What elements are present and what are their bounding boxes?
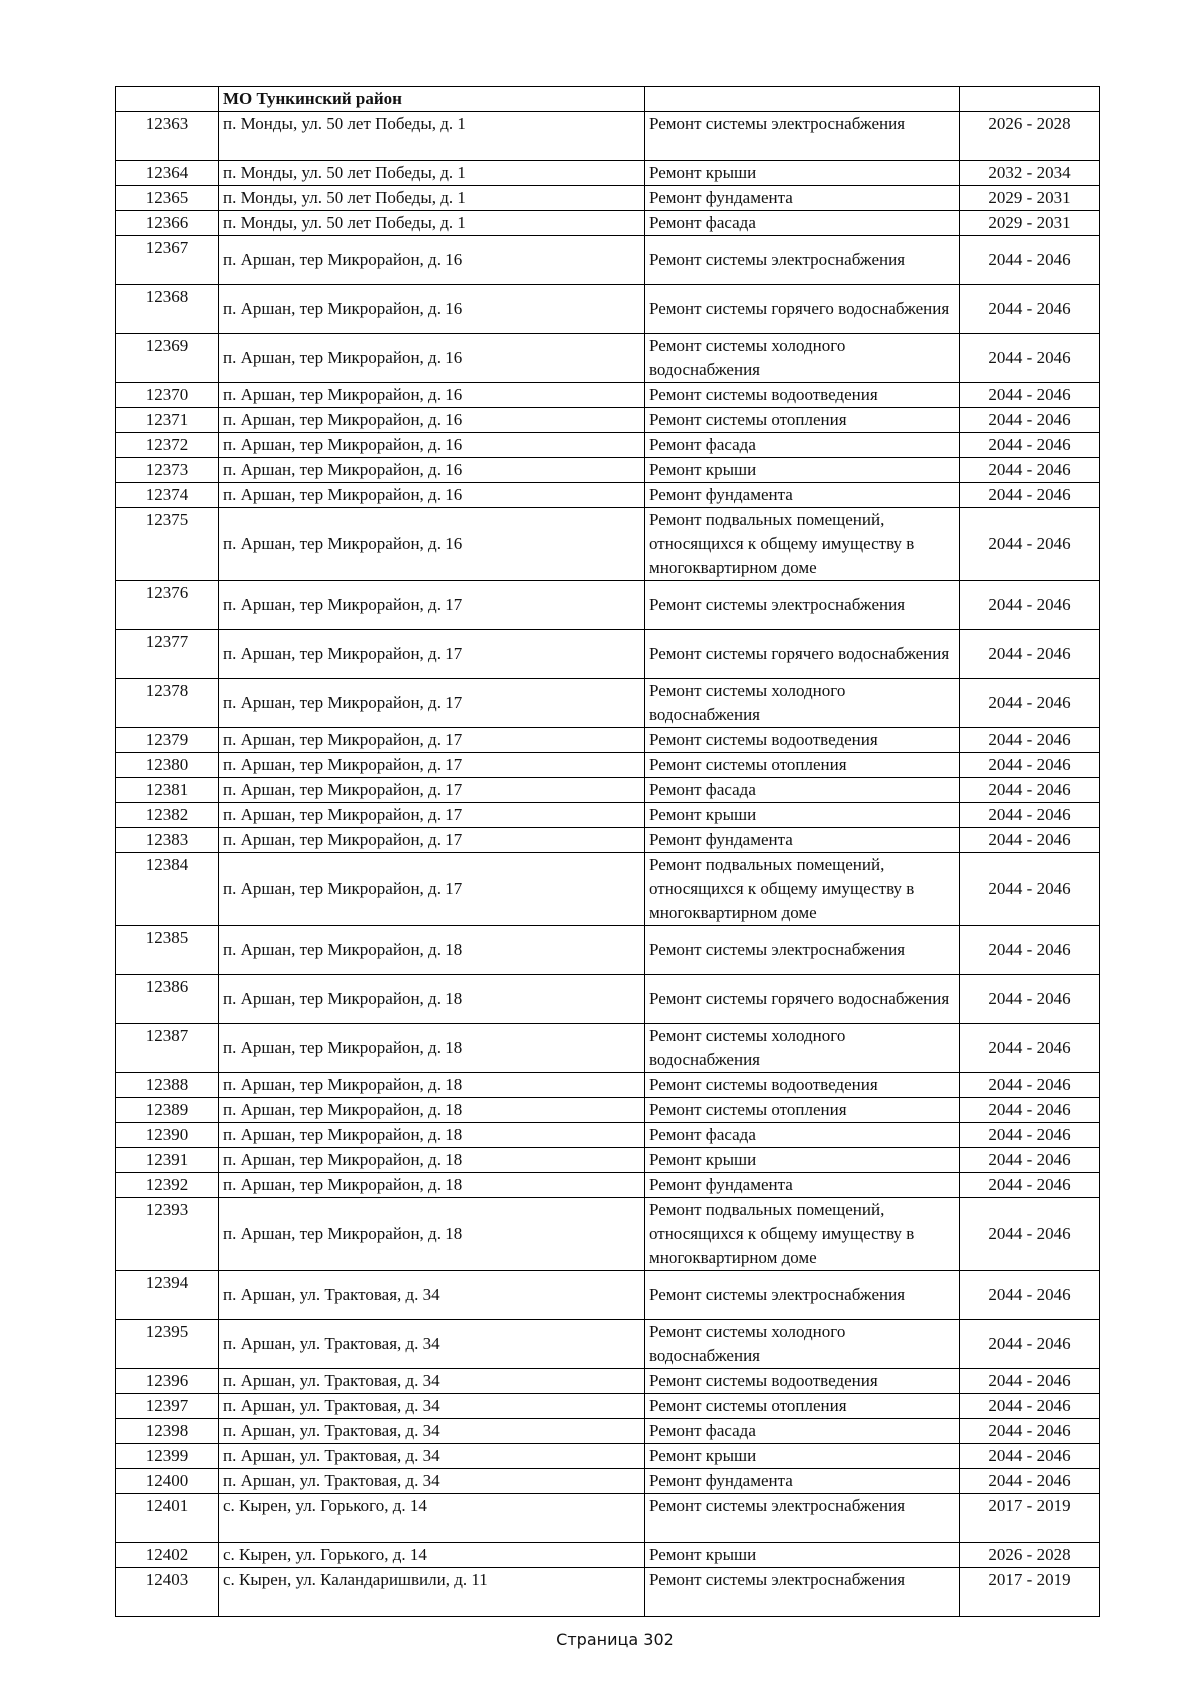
row-work-type: Ремонт системы водоотведения (645, 1073, 960, 1098)
row-number: 12367 (116, 236, 219, 285)
row-period: 2044 - 2046 (960, 1271, 1100, 1320)
row-period: 2044 - 2046 (960, 1444, 1100, 1469)
row-work-type: Ремонт системы отопления (645, 753, 960, 778)
row-period: 2026 - 2028 (960, 1543, 1100, 1568)
table-row (116, 1320, 1100, 1369)
row-work-type: Ремонт системы холодного водоснабжения (645, 334, 960, 383)
table-row (116, 508, 1100, 581)
row-work-type: Ремонт системы электроснабжения (645, 1494, 960, 1543)
table-row (116, 1198, 1100, 1271)
row-period: 2044 - 2046 (960, 285, 1100, 334)
row-period: 2044 - 2046 (960, 334, 1100, 383)
table-row (116, 853, 1100, 926)
row-work-type: Ремонт системы водоотведения (645, 728, 960, 753)
row-number: 12370 (116, 383, 219, 408)
table-row (116, 186, 1100, 211)
row-address: п. Аршан, ул. Трактовая, д. 34 (219, 1469, 645, 1494)
row-period: 2044 - 2046 (960, 1320, 1100, 1369)
row-address: п. Аршан, тер Микрорайон, д. 17 (219, 728, 645, 753)
row-period: 2044 - 2046 (960, 1148, 1100, 1173)
row-address: п. Аршан, тер Микрорайон, д. 17 (219, 853, 645, 926)
page-number: Страница 302 (556, 1630, 674, 1649)
row-number: 12392 (116, 1173, 219, 1198)
table-row (116, 581, 1100, 630)
row-address: п. Аршан, тер Микрорайон, д. 18 (219, 975, 645, 1024)
row-period: 2044 - 2046 (960, 458, 1100, 483)
row-period: 2026 - 2028 (960, 112, 1100, 161)
row-address: п. Монды, ул. 50 лет Победы, д. 1 (219, 211, 645, 236)
row-period: 2044 - 2046 (960, 1123, 1100, 1148)
row-work-type: Ремонт подвальных помещений, относящихся к общему имуществу в многоквартирном доме (645, 508, 960, 581)
row-period: 2044 - 2046 (960, 433, 1100, 458)
row-work-type: Ремонт фасада (645, 211, 960, 236)
table-row (116, 211, 1100, 236)
table-row (116, 679, 1100, 728)
table-row (116, 728, 1100, 753)
row-address: п. Аршан, ул. Трактовая, д. 34 (219, 1271, 645, 1320)
row-number: 12399 (116, 1444, 219, 1469)
row-address: п. Аршан, тер Микрорайон, д. 16 (219, 334, 645, 383)
row-number: 12390 (116, 1123, 219, 1148)
row-work-type: Ремонт фасада (645, 778, 960, 803)
row-work-type: Ремонт системы электроснабжения (645, 1271, 960, 1320)
row-address: п. Аршан, тер Микрорайон, д. 16 (219, 458, 645, 483)
row-work-type: Ремонт системы электроснабжения (645, 581, 960, 630)
table-row (116, 1543, 1100, 1568)
table-row (116, 161, 1100, 186)
row-period: 2029 - 2031 (960, 186, 1100, 211)
row-address: с. Кырен, ул. Каландаришвили, д. 11 (219, 1568, 645, 1617)
row-work-type: Ремонт системы отопления (645, 408, 960, 433)
row-number: 12393 (116, 1198, 219, 1271)
row-address: п. Аршан, тер Микрорайон, д. 18 (219, 1173, 645, 1198)
row-period: 2044 - 2046 (960, 383, 1100, 408)
row-period: 2044 - 2046 (960, 853, 1100, 926)
row-address: п. Аршан, тер Микрорайон, д. 18 (219, 1198, 645, 1271)
row-address: п. Аршан, ул. Трактовая, д. 34 (219, 1419, 645, 1444)
table-row (116, 926, 1100, 975)
header-blank-num (116, 87, 219, 112)
row-period: 2044 - 2046 (960, 630, 1100, 679)
row-address: п. Аршан, ул. Трактовая, д. 34 (219, 1369, 645, 1394)
row-number: 12381 (116, 778, 219, 803)
row-period: 2044 - 2046 (960, 778, 1100, 803)
table-row (116, 1369, 1100, 1394)
row-number: 12396 (116, 1369, 219, 1394)
row-address: п. Аршан, ул. Трактовая, д. 34 (219, 1444, 645, 1469)
table-row (116, 236, 1100, 285)
row-period: 2044 - 2046 (960, 828, 1100, 853)
table-row (116, 112, 1100, 161)
table-row (116, 458, 1100, 483)
row-number: 12378 (116, 679, 219, 728)
row-number: 12373 (116, 458, 219, 483)
table-body (116, 87, 1100, 1617)
row-period: 2017 - 2019 (960, 1494, 1100, 1543)
table-row (116, 1024, 1100, 1073)
row-period: 2044 - 2046 (960, 1073, 1100, 1098)
row-address: п. Аршан, тер Микрорайон, д. 16 (219, 285, 645, 334)
row-work-type: Ремонт системы холодного водоснабжения (645, 1320, 960, 1369)
table-row (116, 1494, 1100, 1543)
row-work-type: Ремонт системы водоотведения (645, 1369, 960, 1394)
row-address: п. Аршан, тер Микрорайон, д. 16 (219, 236, 645, 285)
row-address: п. Аршан, тер Микрорайон, д. 16 (219, 433, 645, 458)
district-header-row (116, 87, 1100, 112)
table-row (116, 483, 1100, 508)
row-number: 12395 (116, 1320, 219, 1369)
district-name: МО Тункинский район (219, 87, 645, 112)
row-address: п. Аршан, тер Микрорайон, д. 17 (219, 803, 645, 828)
row-work-type: Ремонт системы водоотведения (645, 383, 960, 408)
row-address: с. Кырен, ул. Горького, д. 14 (219, 1543, 645, 1568)
row-number: 12363 (116, 112, 219, 161)
row-address: п. Аршан, тер Микрорайон, д. 18 (219, 926, 645, 975)
row-number: 12372 (116, 433, 219, 458)
row-number: 12369 (116, 334, 219, 383)
table-row (116, 433, 1100, 458)
table-row (116, 1419, 1100, 1444)
row-address: п. Аршан, ул. Трактовая, д. 34 (219, 1394, 645, 1419)
row-work-type: Ремонт системы холодного водоснабжения (645, 1024, 960, 1073)
row-address: п. Аршан, тер Микрорайон, д. 16 (219, 483, 645, 508)
table-row (116, 408, 1100, 433)
row-work-type: Ремонт системы горячего водоснабжения (645, 630, 960, 679)
row-number: 12389 (116, 1098, 219, 1123)
row-period: 2044 - 2046 (960, 803, 1100, 828)
row-number: 12391 (116, 1148, 219, 1173)
row-address: п. Аршан, тер Микрорайон, д. 17 (219, 828, 645, 853)
row-number: 12366 (116, 211, 219, 236)
row-number: 12400 (116, 1469, 219, 1494)
row-period: 2044 - 2046 (960, 728, 1100, 753)
row-work-type: Ремонт фундамента (645, 1173, 960, 1198)
row-work-type: Ремонт крыши (645, 458, 960, 483)
table-row (116, 753, 1100, 778)
row-number: 12388 (116, 1073, 219, 1098)
row-number: 12374 (116, 483, 219, 508)
row-work-type: Ремонт фундамента (645, 483, 960, 508)
row-number: 12397 (116, 1394, 219, 1419)
row-number: 12377 (116, 630, 219, 679)
row-number: 12380 (116, 753, 219, 778)
row-period: 2044 - 2046 (960, 1098, 1100, 1123)
row-period: 2044 - 2046 (960, 1173, 1100, 1198)
row-address: п. Аршан, тер Микрорайон, д. 17 (219, 679, 645, 728)
table-row (116, 803, 1100, 828)
table-row (116, 1173, 1100, 1198)
row-address: п. Аршан, тер Микрорайон, д. 18 (219, 1098, 645, 1123)
row-period: 2032 - 2034 (960, 161, 1100, 186)
row-number: 12385 (116, 926, 219, 975)
capital-repair-table (115, 86, 1100, 1617)
row-work-type: Ремонт системы электроснабжения (645, 236, 960, 285)
row-work-type: Ремонт фундамента (645, 186, 960, 211)
table-row (116, 1073, 1100, 1098)
row-address: п. Аршан, тер Микрорайон, д. 16 (219, 383, 645, 408)
row-number: 12386 (116, 975, 219, 1024)
row-work-type: Ремонт фундамента (645, 828, 960, 853)
row-work-type: Ремонт крыши (645, 803, 960, 828)
table-row (116, 1271, 1100, 1320)
row-work-type: Ремонт системы электроснабжения (645, 926, 960, 975)
row-period: 2044 - 2046 (960, 1419, 1100, 1444)
row-period: 2044 - 2046 (960, 581, 1100, 630)
table-row (116, 1098, 1100, 1123)
row-number: 12387 (116, 1024, 219, 1073)
row-number: 12368 (116, 285, 219, 334)
table-row (116, 1568, 1100, 1617)
row-period: 2044 - 2046 (960, 1198, 1100, 1271)
row-number: 12398 (116, 1419, 219, 1444)
row-address: п. Аршан, тер Микрорайон, д. 16 (219, 408, 645, 433)
row-work-type: Ремонт крыши (645, 1543, 960, 1568)
row-address: п. Аршан, тер Микрорайон, д. 17 (219, 581, 645, 630)
row-work-type: Ремонт системы отопления (645, 1394, 960, 1419)
row-work-type: Ремонт системы электроснабжения (645, 1568, 960, 1617)
row-address: п. Аршан, тер Микрорайон, д. 18 (219, 1148, 645, 1173)
row-address: п. Аршан, тер Микрорайон, д. 17 (219, 778, 645, 803)
table-row (116, 285, 1100, 334)
row-period: 2017 - 2019 (960, 1568, 1100, 1617)
row-number: 12375 (116, 508, 219, 581)
row-number: 12364 (116, 161, 219, 186)
row-number: 12379 (116, 728, 219, 753)
row-address: п. Аршан, тер Микрорайон, д. 17 (219, 753, 645, 778)
row-address: п. Монды, ул. 50 лет Победы, д. 1 (219, 112, 645, 161)
row-address: п. Аршан, тер Микрорайон, д. 16 (219, 508, 645, 581)
row-number: 12394 (116, 1271, 219, 1320)
row-period: 2044 - 2046 (960, 679, 1100, 728)
row-address: п. Монды, ул. 50 лет Победы, д. 1 (219, 186, 645, 211)
table-row (116, 1444, 1100, 1469)
row-work-type: Ремонт системы горячего водоснабжения (645, 285, 960, 334)
row-period: 2044 - 2046 (960, 1369, 1100, 1394)
row-address: п. Аршан, тер Микрорайон, д. 18 (219, 1073, 645, 1098)
row-work-type: Ремонт подвальных помещений, относящихся к общему имуществу в многоквартирном доме (645, 1198, 960, 1271)
table-row (116, 1394, 1100, 1419)
table-row (116, 1148, 1100, 1173)
row-work-type: Ремонт фасада (645, 1123, 960, 1148)
row-address: п. Аршан, тер Микрорайон, д. 18 (219, 1024, 645, 1073)
row-work-type: Ремонт фасада (645, 433, 960, 458)
row-work-type: Ремонт системы электроснабжения (645, 112, 960, 161)
row-number: 12402 (116, 1543, 219, 1568)
table-row (116, 630, 1100, 679)
row-number: 12384 (116, 853, 219, 926)
row-period: 2029 - 2031 (960, 211, 1100, 236)
row-period: 2044 - 2046 (960, 926, 1100, 975)
header-blank-work (645, 87, 960, 112)
row-period: 2044 - 2046 (960, 753, 1100, 778)
row-period: 2044 - 2046 (960, 236, 1100, 285)
row-period: 2044 - 2046 (960, 1394, 1100, 1419)
row-address: с. Кырен, ул. Горького, д. 14 (219, 1494, 645, 1543)
table-row (116, 334, 1100, 383)
table-row (116, 828, 1100, 853)
row-address: п. Аршан, ул. Трактовая, д. 34 (219, 1320, 645, 1369)
table-row (116, 383, 1100, 408)
row-work-type: Ремонт крыши (645, 1148, 960, 1173)
row-work-type: Ремонт крыши (645, 161, 960, 186)
row-number: 12382 (116, 803, 219, 828)
row-address: п. Аршан, тер Микрорайон, д. 17 (219, 630, 645, 679)
row-number: 12401 (116, 1494, 219, 1543)
row-period: 2044 - 2046 (960, 1469, 1100, 1494)
row-number: 12376 (116, 581, 219, 630)
row-period: 2044 - 2046 (960, 483, 1100, 508)
table-row (116, 1469, 1100, 1494)
row-work-type: Ремонт системы горячего водоснабжения (645, 975, 960, 1024)
table-row (116, 778, 1100, 803)
row-work-type: Ремонт фундамента (645, 1469, 960, 1494)
row-address: п. Аршан, тер Микрорайон, д. 18 (219, 1123, 645, 1148)
row-number: 12383 (116, 828, 219, 853)
row-number: 12371 (116, 408, 219, 433)
header-blank-period (960, 87, 1100, 112)
row-number: 12403 (116, 1568, 219, 1617)
table-row (116, 975, 1100, 1024)
row-work-type: Ремонт фасада (645, 1419, 960, 1444)
row-address: п. Монды, ул. 50 лет Победы, д. 1 (219, 161, 645, 186)
row-period: 2044 - 2046 (960, 408, 1100, 433)
row-work-type: Ремонт системы холодного водоснабжения (645, 679, 960, 728)
row-work-type: Ремонт системы отопления (645, 1098, 960, 1123)
row-work-type: Ремонт крыши (645, 1444, 960, 1469)
row-period: 2044 - 2046 (960, 508, 1100, 581)
row-period: 2044 - 2046 (960, 1024, 1100, 1073)
row-number: 12365 (116, 186, 219, 211)
table-row (116, 1123, 1100, 1148)
row-work-type: Ремонт подвальных помещений, относящихся к общему имуществу в многоквартирном доме (645, 853, 960, 926)
row-period: 2044 - 2046 (960, 975, 1100, 1024)
